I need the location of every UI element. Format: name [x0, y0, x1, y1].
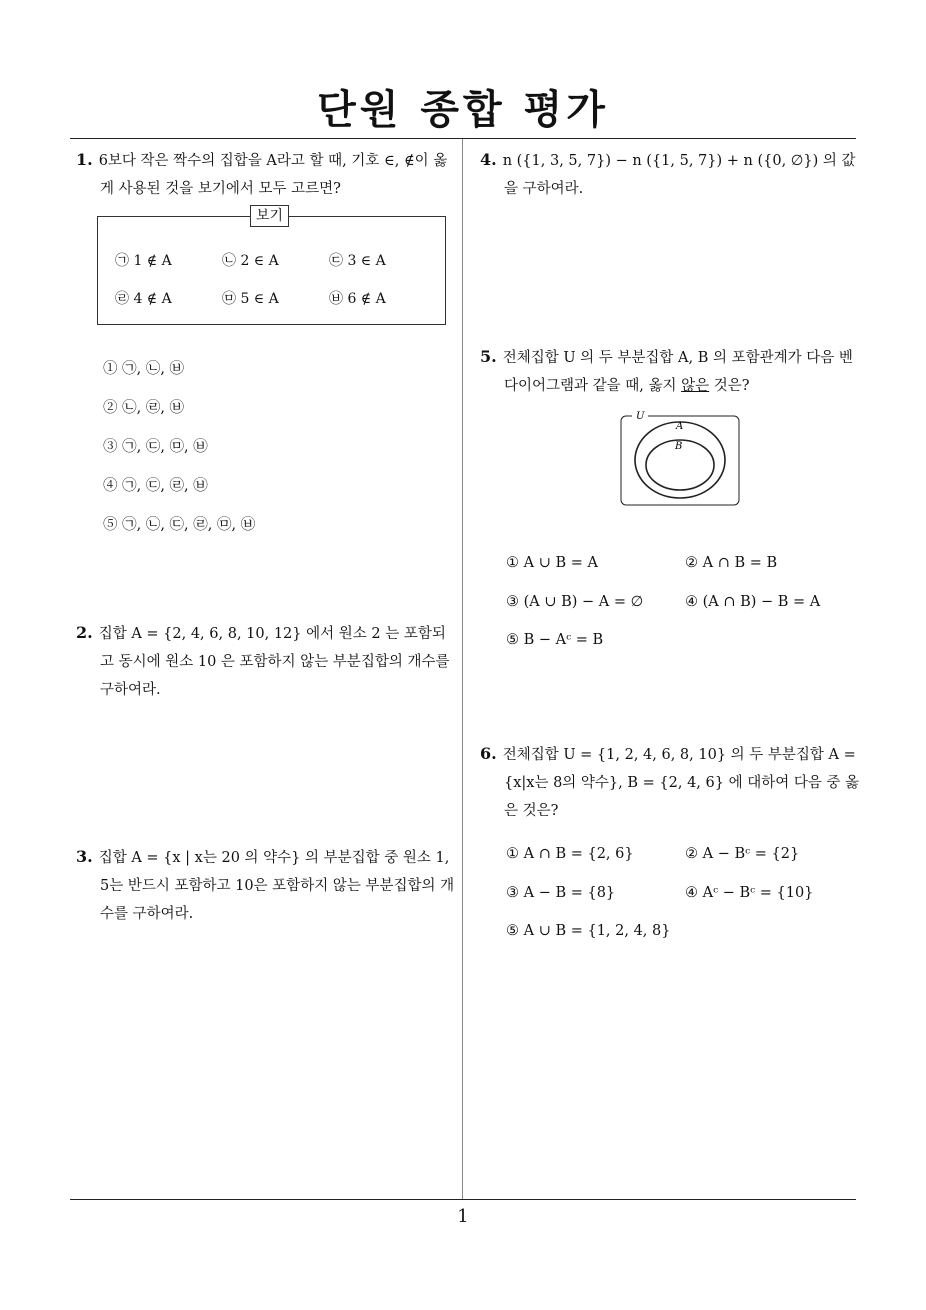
- question-3: [76, 843, 458, 928]
- answer-option[interactable]: ① ㉠, ㉡, ㉥: [103, 361, 185, 377]
- venn-label-b: B: [675, 441, 683, 452]
- answer-option[interactable]: ③ A − B = {8}: [506, 885, 616, 901]
- venn-label-u: U: [636, 411, 645, 422]
- column-divider: [462, 139, 463, 1200]
- question-5: [480, 343, 862, 400]
- question-6: [480, 740, 862, 825]
- bogi-box-title: 보기: [250, 205, 289, 227]
- venn-label-a: A: [676, 421, 684, 432]
- bogi-box: [97, 216, 446, 325]
- bottom-rule: [70, 1199, 856, 1200]
- bogi-item: ㉤ 5 ∈ A: [222, 291, 279, 307]
- answer-option[interactable]: ⑤ A ∪ B = {1, 2, 4, 8}: [506, 923, 671, 939]
- question-number: 6.: [480, 744, 497, 763]
- answer-option[interactable]: ② ㉡, ㉣, ㉥: [103, 400, 185, 416]
- question-number: 4.: [480, 150, 497, 169]
- venn-diagram: [618, 410, 742, 508]
- answer-option[interactable]: ① A ∩ B = {2, 6}: [506, 846, 634, 862]
- question-text: 전체집합 U 의 두 부분집합 A, B 의 포함관계가 다음 벤 다이어그램과 같을 때, 옳지: [502, 350, 853, 394]
- answer-option[interactable]: ③ ㉠, ㉢, ㉤, ㉥: [103, 439, 208, 455]
- question-text: 집합 A = {2, 4, 6, 8, 10, 12} 에서 원소 2 는 포함되고 동시에 원소 10 은 포함하지 않는 부분집합의 개수를 구하여라.: [98, 626, 450, 698]
- bogi-item: ㉣ 4 ∉ A: [115, 291, 172, 307]
- question-number: 1.: [76, 150, 93, 169]
- answer-option[interactable]: ④ (A ∩ B) − B = A: [685, 594, 821, 610]
- bogi-item: ㉠ 1 ∉ A: [115, 253, 172, 269]
- question-number: 2.: [76, 623, 93, 642]
- answer-option[interactable]: ② A ∩ B = B: [685, 555, 778, 571]
- answer-option[interactable]: ④ ㉠, ㉢, ㉣, ㉥: [103, 478, 208, 494]
- bogi-item: ㉢ 3 ∈ A: [329, 253, 386, 269]
- top-rule: [70, 138, 856, 139]
- question-4: [480, 146, 862, 203]
- underlined-word: 않은: [681, 378, 710, 394]
- question-2: [76, 619, 458, 704]
- answer-option[interactable]: ① A ∪ B = A: [506, 555, 598, 571]
- question-number: 5.: [480, 347, 497, 366]
- answer-option[interactable]: ⑤ B − Aᶜ = B: [506, 632, 604, 648]
- bogi-item: ㉥ 6 ∉ A: [329, 291, 386, 307]
- question-number: 3.: [76, 847, 93, 866]
- bogi-item: ㉡ 2 ∈ A: [222, 253, 279, 269]
- question-text-end: 것은?: [709, 378, 750, 394]
- question-text: 집합 A = {x | x는 20 의 약수} 의 부분집합 중 원소 1, 5는 반드시 포함하고 10은 포함하지 않는 부분집합의 개수를 구하여라.: [98, 850, 455, 922]
- question-text: n ({1, 3, 5, 7}) − n ({1, 5, 7}) + n ({0, ∅}) 의 값을 구하여라.: [502, 153, 856, 197]
- answer-option[interactable]: ④ Aᶜ − Bᶜ = {10}: [685, 885, 814, 901]
- answer-option[interactable]: ⑤ ㉠, ㉡, ㉢, ㉣, ㉤, ㉥: [103, 517, 256, 533]
- page-number: 1: [457, 1206, 469, 1227]
- page-title: 단원 종합 평가: [317, 87, 609, 133]
- question-1: [76, 146, 458, 203]
- question-text: 6보다 작은 짝수의 집합을 A라고 할 때, 기호 ∈, ∉이 옳게 사용된 것을 보기에서 모두 고르면?: [98, 153, 448, 197]
- question-text: 전체집합 U = {1, 2, 4, 6, 8, 10} 의 두 부분집합 A = {x|x는 8의 약수}, B = {2, 4, 6} 에 대하여 다음 중 옳은 것은?: [502, 747, 860, 819]
- answer-option[interactable]: ② A − Bᶜ = {2}: [685, 846, 800, 862]
- answer-option[interactable]: ③ (A ∪ B) − A = ∅: [506, 594, 644, 610]
